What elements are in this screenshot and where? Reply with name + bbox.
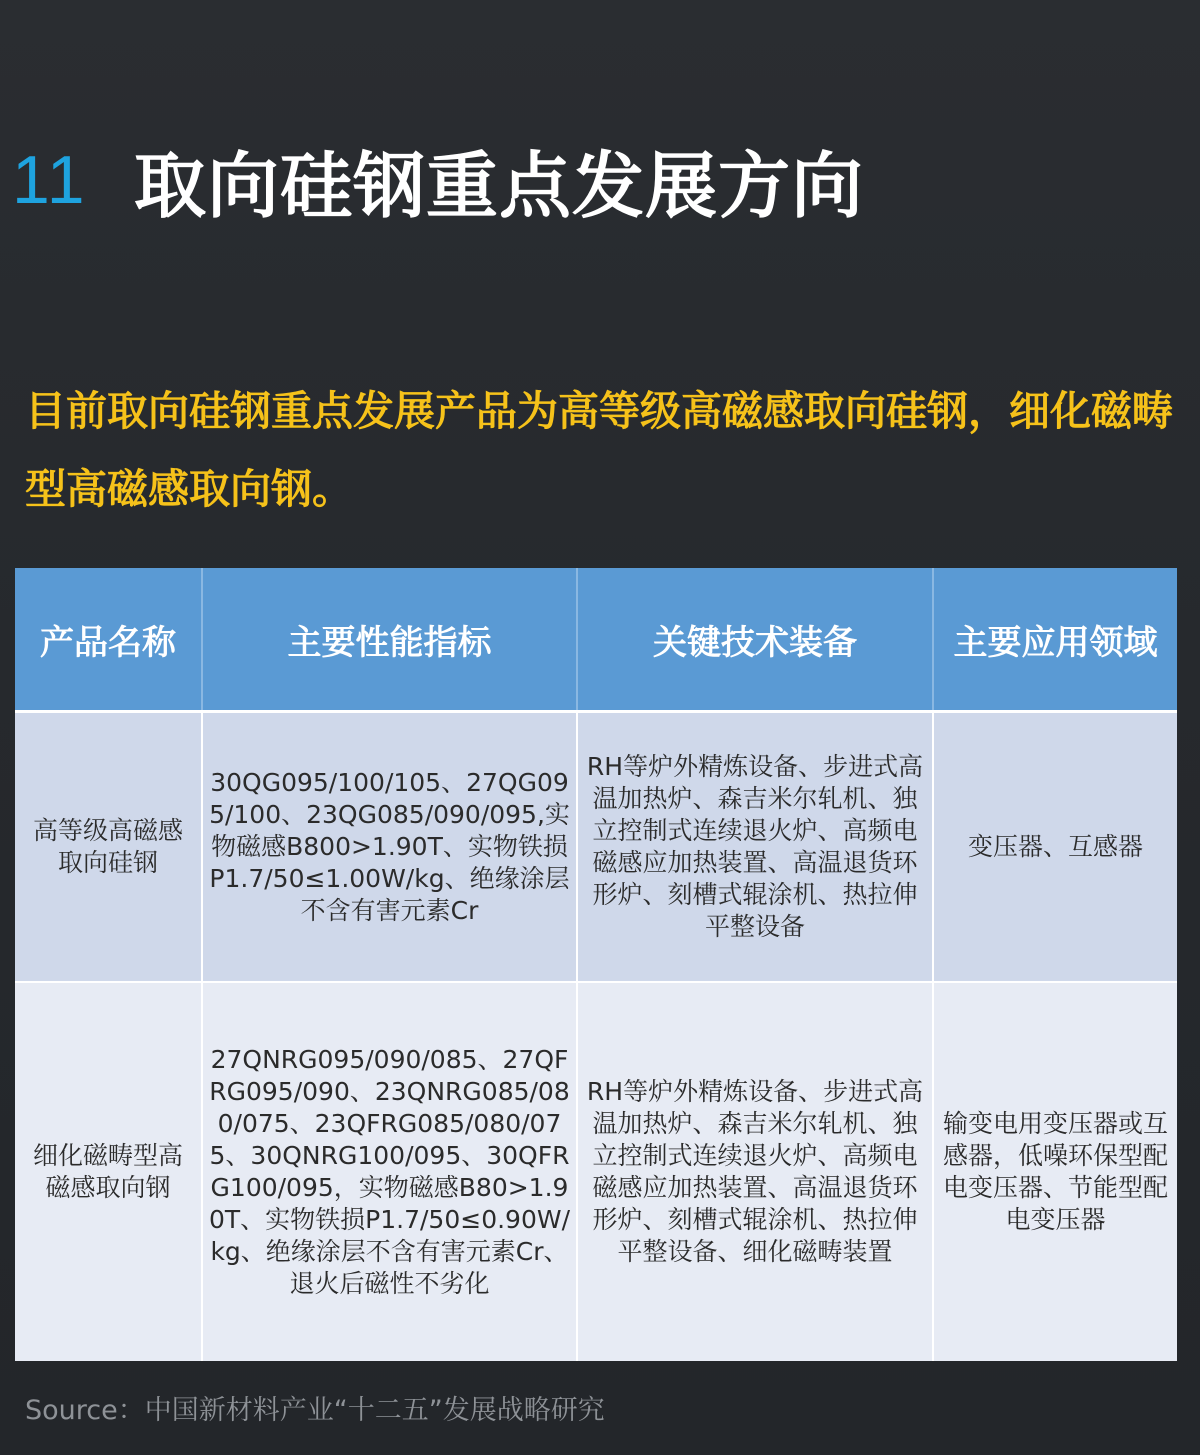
header-product-name: 产品名称 <box>15 568 202 712</box>
cell-application: 变压器、互感器 <box>933 712 1177 983</box>
cell-equipment: RH等炉外精炼设备、步进式高温加热炉、森吉米尔轧机、独立控制式连续退火炉、高频电磁感应加热装置、高温退货环形炉、刻槽式辊涂机、热拉伸平整设备、细化磁畴装置 <box>577 982 933 1361</box>
table-row <box>15 712 1177 983</box>
source-note: Source：中国新材料产业“十二五”发展战略研究 <box>25 1395 605 1426</box>
header-application: 主要应用领域 <box>933 568 1177 712</box>
cell-performance: 27QNRG095/090/085、27QFRG095/090、23QNRG085/080/075、23QFRG085/080/075、30QNRG100/095、30QFRG100/095，实物磁感B80>1.90T、实物铁损P1.7/50≤0.90W/kg、绝缘涂层不含有害元素Cr、退火后磁性不劣化 <box>202 982 577 1361</box>
table-row <box>15 982 1177 1361</box>
header-equipment: 关键技术装备 <box>577 568 933 712</box>
header-performance: 主要性能指标 <box>202 568 577 712</box>
cell-equipment: RH等炉外精炼设备、步进式高温加热炉、森吉米尔轧机、独立控制式连续退火炉、高频电磁感应加热装置、高温退货环形炉、刻槽式辊涂机、热拉伸平整设备 <box>577 712 933 983</box>
summary-text: 目前取向硅钢重点发展产品为高等级高磁感取向硅钢，细化磁畴型高磁感取向钢。 <box>25 387 1173 513</box>
section-number: 11 <box>12 142 87 218</box>
cell-performance: 30QG095/100/105、27QG095/100、23QG085/090/095,实物磁感B800>1.90T、实物铁损P1.7/50≤1.00W/kg、绝缘涂层不含有害元素Cr <box>202 712 577 983</box>
cell-product-name: 细化磁畴型高磁感取向钢 <box>15 982 202 1361</box>
slide-title <box>12 135 865 228</box>
cell-application: 输变电用变压器或互感器，低噪环保型配电变压器、节能型配电变压器 <box>933 982 1177 1361</box>
page-title: 取向硅钢重点发展方向 <box>134 144 865 228</box>
table-header-row <box>15 568 1177 712</box>
cell-product-name: 高等级高磁感取向硅钢 <box>15 712 202 983</box>
product-table <box>15 568 1177 1361</box>
